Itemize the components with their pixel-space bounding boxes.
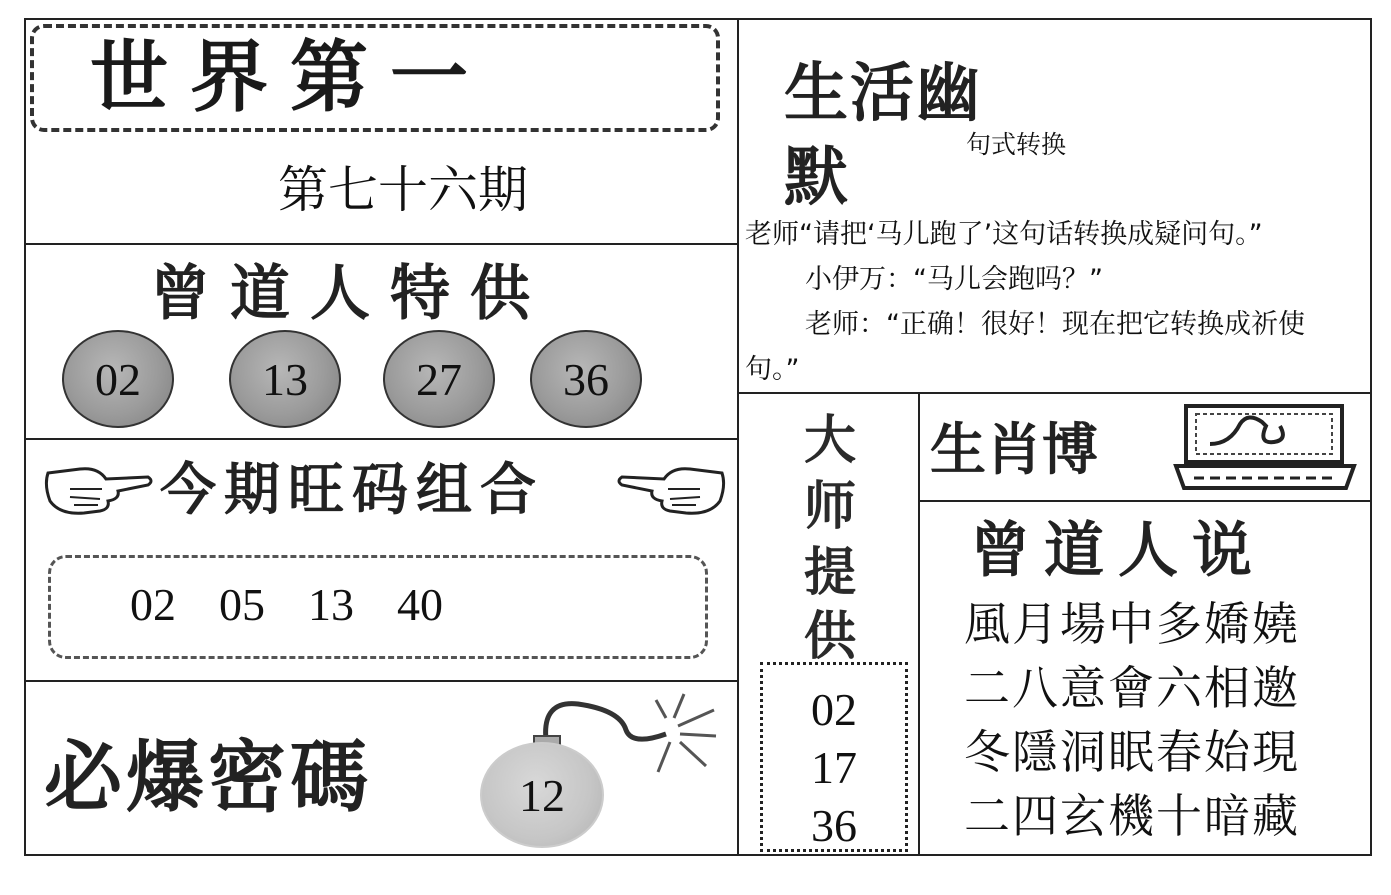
saying-heading: 曾道人说 bbox=[970, 516, 1266, 586]
special-ball-4: 36 bbox=[530, 330, 642, 428]
tip-number-2: 17 bbox=[811, 742, 857, 793]
tip-number-3: 36 bbox=[811, 800, 857, 851]
special-ball-1: 02 bbox=[62, 330, 174, 428]
divider-right-1 bbox=[737, 392, 1372, 394]
tip-heading-char-3: 提 bbox=[803, 542, 856, 603]
saying-line-3: 冬隱洞眠春始現 bbox=[964, 725, 1300, 779]
humor-line-3: 老师：“正确！很好！现在把它转换成祈使 bbox=[805, 309, 1305, 340]
special-ball-3: 27 bbox=[383, 330, 495, 428]
combo-numbers: 02 05 13 40 bbox=[130, 579, 443, 630]
divider-right-vertical bbox=[918, 392, 920, 856]
special-ball-2: 13 bbox=[229, 330, 341, 428]
tip-heading-char-4: 供 bbox=[803, 606, 856, 667]
tip-heading-char-1: 大 bbox=[803, 410, 856, 471]
tip-number-1: 02 bbox=[811, 684, 857, 735]
page-title: 世界第一 bbox=[90, 32, 491, 123]
pointing-hand-left-icon bbox=[614, 455, 730, 525]
humor-line-1: 老师“请把‘马儿跑了’这句话转换成疑问句。” bbox=[745, 219, 1263, 250]
column-divider bbox=[737, 18, 739, 856]
humor-title: 生活幽默 bbox=[784, 56, 982, 215]
pointing-hand-right-icon bbox=[40, 455, 156, 525]
divider-left-3 bbox=[24, 680, 738, 682]
divider-left-2 bbox=[24, 438, 738, 440]
combo-heading: 今期旺码组合 bbox=[160, 457, 544, 523]
humor-line-4: 句。” bbox=[745, 354, 800, 385]
saying-line-2: 二八意會六相邀 bbox=[964, 661, 1300, 715]
special-heading: 曾道人特供 bbox=[150, 259, 550, 329]
saying-line-4: 二四玄機十暗藏 bbox=[964, 789, 1300, 843]
zodiac-title: 生肖博 bbox=[930, 417, 1098, 483]
bomb-heading: 必爆密碼 bbox=[44, 732, 373, 823]
tip-heading-char-2: 师 bbox=[803, 476, 856, 537]
computer-icon bbox=[1170, 402, 1360, 494]
humor-line-2: 小伊万：“马儿会跑吗？” bbox=[805, 264, 1103, 295]
issue-number: 第七十六期 bbox=[278, 161, 528, 219]
bomb-ball: 12 bbox=[480, 742, 604, 848]
humor-subtitle: 句式转换 bbox=[966, 130, 1067, 159]
divider-right-2 bbox=[918, 500, 1372, 502]
divider-left-1 bbox=[24, 243, 738, 245]
saying-line-1: 風月場中多嬌嬈 bbox=[964, 597, 1300, 651]
